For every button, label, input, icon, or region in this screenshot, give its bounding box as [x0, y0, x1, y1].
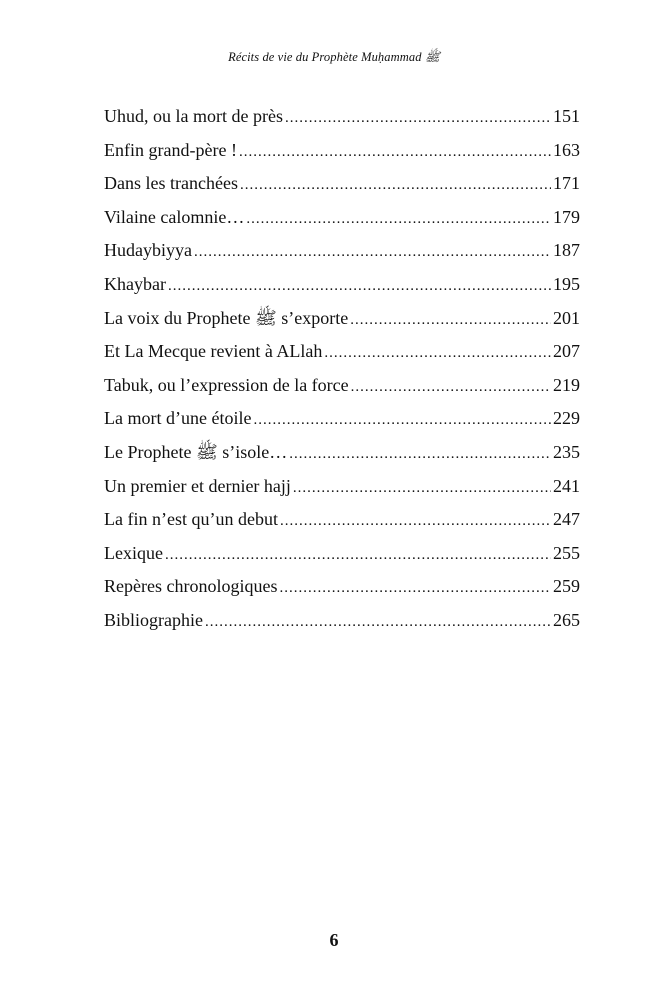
dot-leader — [280, 505, 551, 539]
dot-leader — [240, 169, 551, 203]
dot-leader — [246, 203, 551, 237]
toc-entry-page: 235 — [553, 441, 580, 462]
toc-entry-title: Tabuk, ou l’expression de la force — [104, 374, 349, 395]
toc-entry-page: 207 — [553, 341, 580, 362]
dot-leader — [279, 572, 551, 606]
toc-entry[interactable] — [104, 302, 580, 336]
dot-leader — [289, 438, 551, 472]
toc-entry[interactable] — [104, 537, 580, 571]
toc-entry-title: Le Prophete ﷺ s’isole… — [104, 441, 288, 462]
toc-entry-title: Uhud, ou la mort de près — [104, 106, 283, 126]
toc-entry-page: 179 — [553, 206, 580, 227]
toc-entry-title: Repères chronologiques — [104, 576, 278, 597]
toc-entry-title: La voix du Prophete ﷺ s’exporte — [104, 307, 349, 328]
page-number: 6 — [329, 930, 339, 950]
dot-leader — [253, 404, 551, 438]
running-header: Récits de vie du Prophète Muḥammad ﷺ — [228, 50, 440, 64]
toc-entry-page: 201 — [553, 307, 580, 328]
toc-entry-page: 195 — [553, 273, 580, 294]
toc-entry-title: Bibliographie — [104, 609, 203, 630]
toc-entry-page: 187 — [553, 240, 580, 261]
dot-leader — [293, 472, 551, 506]
toc-entry-title: Un premier et dernier hajj — [104, 475, 291, 496]
toc-entry-title: Dans les tranchées — [104, 173, 238, 194]
toc-entry[interactable] — [104, 234, 580, 268]
toc-entry-page: 163 — [553, 139, 580, 160]
toc-entry[interactable] — [104, 369, 580, 403]
dot-leader — [351, 371, 551, 405]
toc-entry-page: 259 — [553, 576, 580, 597]
toc-entry-page: 219 — [553, 374, 580, 395]
dot-leader — [324, 337, 551, 371]
toc-entry-title: Khaybar — [104, 273, 166, 294]
dot-leader — [194, 236, 551, 270]
toc-entry-page: 241 — [553, 475, 580, 496]
toc-entry[interactable] — [104, 604, 580, 638]
toc-entry-title: Lexique — [104, 542, 163, 563]
toc-entry[interactable] — [104, 100, 580, 134]
toc-entry-page: 171 — [553, 173, 580, 194]
toc-entry-page: 265 — [553, 609, 580, 630]
table-of-contents — [104, 100, 580, 638]
toc-entry[interactable] — [104, 503, 580, 537]
dot-leader — [165, 539, 551, 573]
toc-entry-title: La fin n’est qu’un debut — [104, 509, 278, 530]
dot-leader — [168, 270, 551, 304]
toc-entry-page: 255 — [553, 542, 580, 563]
toc-entry[interactable] — [104, 167, 580, 201]
toc-entry[interactable] — [104, 570, 580, 604]
toc-entry[interactable] — [104, 470, 580, 504]
toc-entry[interactable] — [104, 402, 580, 436]
toc-entry-title: Enfin grand-père ! — [104, 139, 237, 160]
toc-entry[interactable] — [104, 134, 580, 168]
toc-entry-page: 229 — [553, 408, 580, 429]
toc-entry[interactable] — [104, 201, 580, 235]
dot-leader — [350, 304, 551, 338]
toc-entry-title: La mort d’une étoile — [104, 408, 252, 429]
toc-entry[interactable] — [104, 335, 580, 369]
toc-entry-page: 151 — [553, 106, 580, 126]
toc-entry[interactable] — [104, 268, 580, 302]
dot-leader — [239, 136, 551, 170]
toc-entry[interactable] — [104, 436, 580, 470]
dot-leader — [205, 606, 551, 640]
dot-leader — [285, 102, 551, 136]
toc-entry-title: Hudaybiyya — [104, 240, 192, 261]
toc-entry-title: Vilaine calomnie… — [104, 206, 245, 227]
toc-entry-page: 247 — [553, 509, 580, 530]
toc-entry-title: Et La Mecque revient à ALlah — [104, 341, 323, 362]
